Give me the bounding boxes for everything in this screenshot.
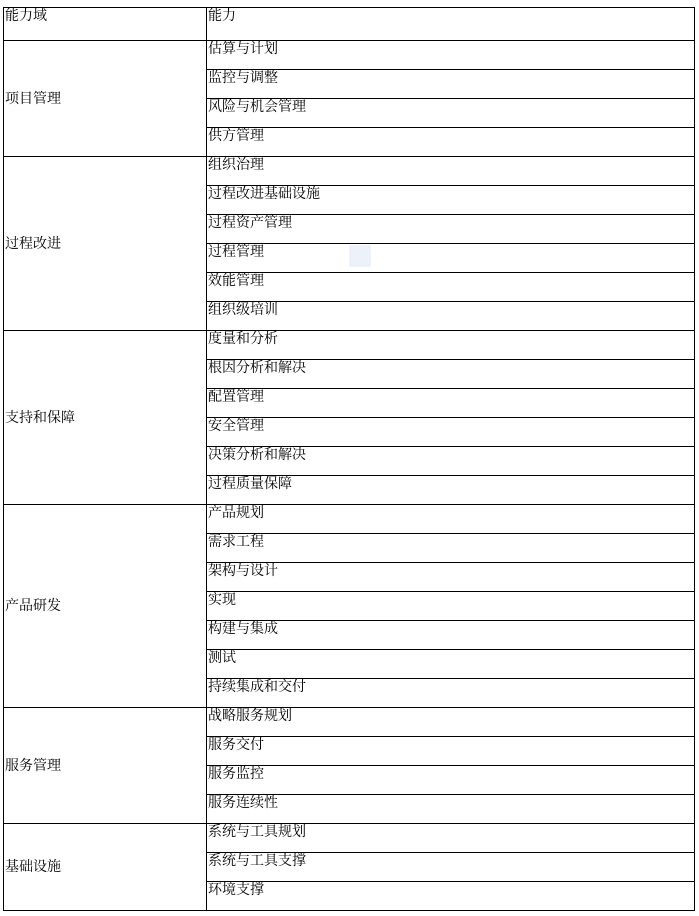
domain-cell: 服务管理 — [4, 708, 207, 824]
capability-cell: 环境支撑 — [207, 882, 695, 911]
domain-cell: 过程改进 — [4, 157, 207, 331]
capability-cell: 度量和分析 — [207, 331, 695, 360]
capability-cell: 组织治理 — [207, 157, 695, 186]
watermark-logo — [349, 245, 371, 267]
capability-cell: 过程资产管理 — [207, 215, 695, 244]
capability-cell: 过程管理 — [207, 244, 695, 273]
capability-cell: 架构与设计 — [207, 563, 695, 592]
capability-cell: 供方管理 — [207, 128, 695, 157]
capability-cell: 战略服务规划 — [207, 708, 695, 737]
capability-cell: 实现 — [207, 592, 695, 621]
capability-cell: 系统与工具规划 — [207, 824, 695, 853]
capability-cell: 系统与工具支撑 — [207, 853, 695, 882]
table-row — [4, 824, 695, 853]
capability-cell: 配置管理 — [207, 389, 695, 418]
capability-cell: 产品规划 — [207, 505, 695, 534]
table-row — [4, 157, 695, 186]
capability-cell: 估算与计划 — [207, 41, 695, 70]
table-row — [4, 331, 695, 360]
capability-cell: 服务交付 — [207, 737, 695, 766]
table-row — [4, 505, 695, 534]
capability-cell: 需求工程 — [207, 534, 695, 563]
capability-table — [3, 7, 695, 911]
capability-cell: 测试 — [207, 650, 695, 679]
capability-cell: 服务连续性 — [207, 795, 695, 824]
domain-cell: 产品研发 — [4, 505, 207, 708]
capability-cell: 构建与集成 — [207, 621, 695, 650]
capability-cell: 效能管理 — [207, 273, 695, 302]
table-row — [4, 708, 695, 737]
domain-cell: 支持和保障 — [4, 331, 207, 505]
table-body — [4, 8, 695, 911]
capability-cell: 持续集成和交付 — [207, 679, 695, 708]
table-header-row — [4, 8, 695, 41]
capability-cell: 决策分析和解决 — [207, 447, 695, 476]
capability-cell: 组织级培训 — [207, 302, 695, 331]
capability-cell: 根因分析和解决 — [207, 360, 695, 389]
header-domain: 能力域 — [4, 8, 207, 41]
capability-cell: 服务监控 — [207, 766, 695, 795]
header-capability: 能力 — [207, 8, 695, 41]
capability-cell: 风险与机会管理 — [207, 99, 695, 128]
capability-cell: 过程质量保障 — [207, 476, 695, 505]
capability-cell: 过程改进基础设施 — [207, 186, 695, 215]
domain-cell: 项目管理 — [4, 41, 207, 157]
capability-cell: 监控与调整 — [207, 70, 695, 99]
domain-cell: 基础设施 — [4, 824, 207, 911]
capability-cell: 安全管理 — [207, 418, 695, 447]
table-row — [4, 41, 695, 70]
